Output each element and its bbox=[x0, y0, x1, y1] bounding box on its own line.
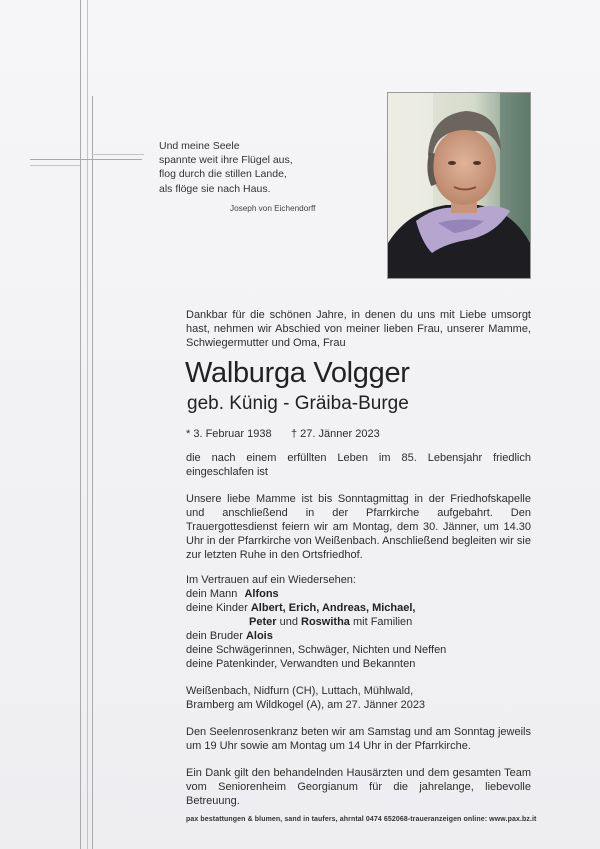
portrait-photo bbox=[387, 92, 531, 279]
family-row-godchildren: deine Patenkinder, Verwandten und Bekannten bbox=[186, 658, 416, 670]
passing-text: die nach einem erfüllten Leben im 85. Lebensjahr friedlich eingeschlafen ist bbox=[186, 452, 531, 478]
funeral-text: Unsere liebe Mamme ist bis Sonntagmittag in der Friedhofskapelle und anschließend in der Pfarrkirche aufgebahrt. Den Trauergottesdienst feiern wir am Montag, dem 30. Jänner, um 14.30 Uhr in der Pfarrkirche von Weißenbach. Anschließend begleiten wir sie zur letzten Ruhe in den Ortsfriedhof. bbox=[186, 493, 531, 561]
cross-horizontal-line bbox=[30, 159, 142, 160]
family-row-brother bbox=[186, 629, 531, 643]
family-text: mit Familien bbox=[352, 616, 413, 628]
footer-imprint: pax bestattungen & blumen, sand in taufers, ahrntal 0474 652068-traueranzeigen online: www.pax.bz.it bbox=[186, 816, 537, 823]
poem bbox=[159, 139, 316, 213]
place-line: Weißenbach, Nidfurn (CH), Luttach, Mühlwald, bbox=[186, 685, 414, 697]
family-label: dein Mann bbox=[186, 588, 238, 600]
cross-horizontal-line bbox=[92, 154, 144, 155]
place-line: Bramberg am Wildkogel (A), am 27. Jänner 2023 bbox=[186, 699, 426, 711]
family-name: Roswitha bbox=[301, 616, 350, 628]
family-row-children bbox=[186, 601, 531, 615]
poem-line: spannte weit ihre Flügel aus, bbox=[159, 154, 293, 167]
family-name: Alois bbox=[245, 630, 273, 642]
cross-vertical-line bbox=[87, 0, 88, 849]
family-row-children-2 bbox=[186, 615, 531, 629]
family-intro: Im Vertrauen auf ein Wiedersehen: bbox=[186, 574, 356, 586]
family-label: dein Bruder bbox=[186, 630, 243, 642]
poem-line: als flöge sie nach Haus. bbox=[159, 182, 271, 195]
thanks-text: Ein Dank gilt den behandelnden Hausärzten und dem gesamten Team vom Seniorenheim Georgianum für die jahrelange, liebevolle Betreuung. bbox=[186, 767, 531, 807]
deceased-name: Walburga Volgger bbox=[185, 357, 410, 389]
cross-vertical-line bbox=[92, 96, 93, 849]
family-label: deine Kinder bbox=[186, 602, 248, 614]
family-name: Peter bbox=[249, 616, 277, 628]
family-row-husband bbox=[186, 587, 531, 601]
birth-name: geb. Künig - Gräiba-Burge bbox=[187, 393, 409, 414]
birth-date: * 3. Februar 1938 bbox=[186, 428, 272, 440]
poem-author: Joseph von Eichendorff bbox=[230, 204, 316, 213]
poem-line: flog durch die stillen Lande, bbox=[159, 168, 287, 181]
family-name: Albert, Erich, Andreas, Michael, bbox=[250, 602, 416, 614]
cross-vertical-line bbox=[80, 0, 81, 849]
family-row-in-laws: deine Schwägerinnen, Schwäger, Nichten und Neffen bbox=[186, 644, 447, 656]
family-list bbox=[186, 573, 531, 671]
cross-horizontal-line bbox=[30, 165, 80, 166]
intro-text: Dankbar für die schönen Jahre, in denen du uns mit Liebe umsorgt hast, nehmen wir Abschied von meiner lieben Frau, unserer Mamme, Schwiegermutter und Oma, Frau bbox=[186, 309, 531, 349]
poem-line: Und meine Seele bbox=[159, 140, 240, 152]
family-text: und bbox=[279, 616, 298, 628]
family-name: Alfons bbox=[244, 588, 279, 600]
death-date: † 27. Jänner 2023 bbox=[291, 428, 380, 440]
place-date bbox=[186, 684, 531, 712]
rosary-text: Den Seelenrosenkranz beten wir am Samstag und am Sonntag jeweils um 19 Uhr sowie am Montag um 14 Uhr in der Pfarrkirche. bbox=[186, 726, 531, 752]
